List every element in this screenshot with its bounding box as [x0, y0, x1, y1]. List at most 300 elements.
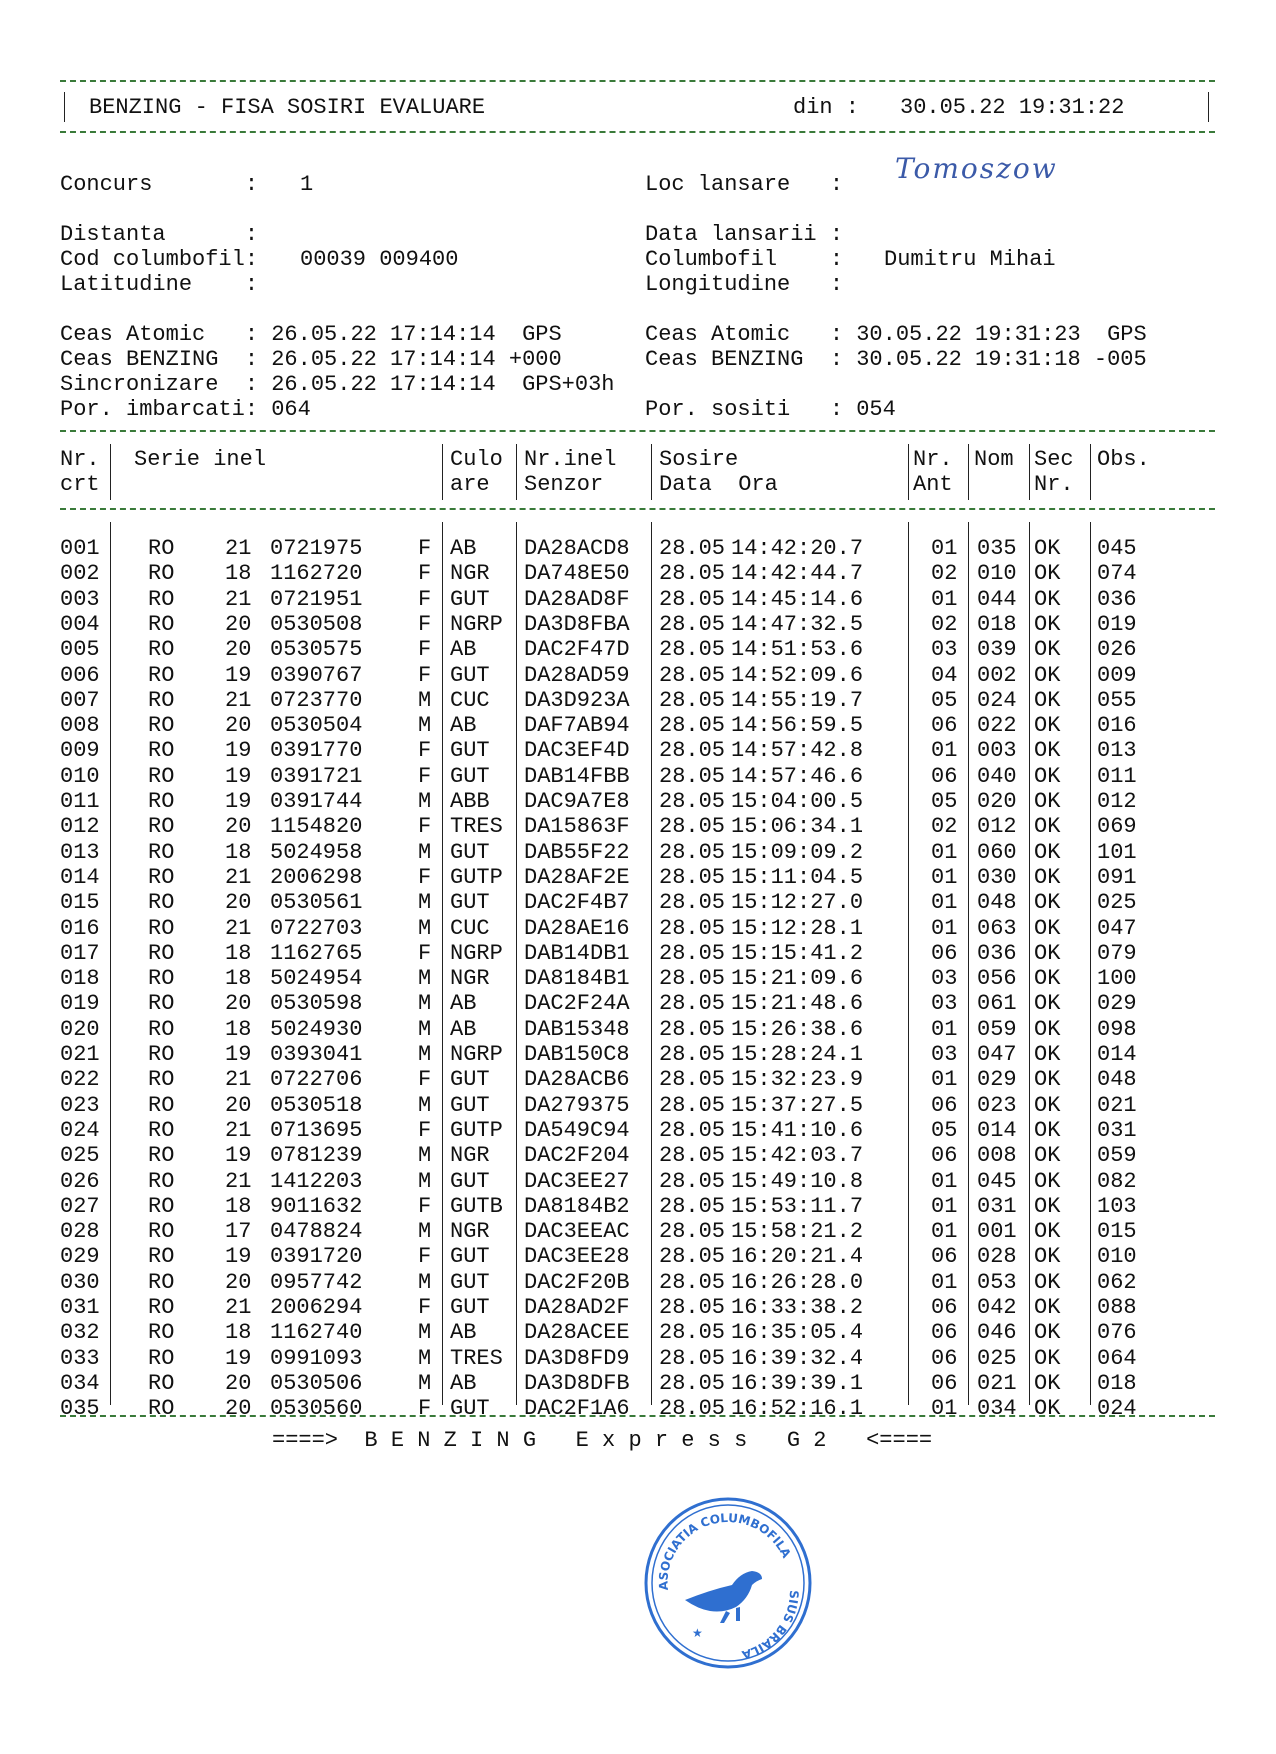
row-year: 19	[225, 663, 252, 688]
row-sex: M	[418, 1371, 432, 1396]
row-country: RO	[148, 713, 175, 738]
row-nr-crt: 008	[60, 713, 100, 738]
row-ring-number: 0530561	[270, 890, 363, 915]
row-year: 21	[225, 587, 252, 612]
row-antenna: 05	[931, 688, 958, 713]
row-country: RO	[148, 1067, 175, 1092]
row-country: RO	[148, 612, 175, 637]
row-nr-crt: 007	[60, 688, 100, 713]
row-arrival-date: 28.05	[659, 1169, 726, 1194]
row-nom: 042	[977, 1295, 1017, 1320]
row-nr-crt: 028	[60, 1219, 100, 1244]
ceas-benzing-end: Ceas BENZING : 30.05.22 19:31:18 -005	[645, 347, 1147, 372]
latitudine-label: Latitudine :	[60, 272, 259, 297]
row-color: GUTP	[450, 865, 503, 890]
row-nom: 061	[977, 991, 1017, 1016]
row-arrival-date: 28.05	[659, 1118, 726, 1143]
col-sosire-1: Sosire	[659, 447, 739, 472]
row-obs: 011	[1097, 764, 1137, 789]
row-arrival-time: 15:49:10.8	[731, 1169, 864, 1194]
row-country: RO	[148, 1118, 175, 1143]
row-arrival-date: 28.05	[659, 663, 726, 688]
row-sex: M	[418, 1219, 432, 1244]
row-nr-crt: 010	[60, 764, 100, 789]
row-arrival-time: 15:28:24.1	[731, 1042, 864, 1067]
row-nom: 053	[977, 1270, 1017, 1295]
row-antenna: 01	[931, 865, 958, 890]
row-year: 20	[225, 612, 252, 637]
row-country: RO	[148, 1244, 175, 1269]
row-antenna: 01	[931, 840, 958, 865]
row-year: 18	[225, 941, 252, 966]
row-country: RO	[148, 1219, 175, 1244]
row-sec: OK	[1034, 1270, 1061, 1295]
row-sex: F	[418, 637, 432, 662]
row-color: CUC	[450, 916, 490, 941]
print-date-label: din :	[793, 95, 860, 120]
row-color: NGRP	[450, 1042, 503, 1067]
col-sep	[968, 444, 969, 500]
row-arrival-date: 28.05	[659, 890, 726, 915]
row-nr-crt: 004	[60, 612, 100, 637]
row-sec: OK	[1034, 1017, 1061, 1042]
row-sensor-ring: DA28AD2F	[524, 1295, 630, 1320]
row-obs: 055	[1097, 688, 1137, 713]
row-sensor-ring: DAC3EE28	[524, 1244, 630, 1269]
row-obs: 079	[1097, 941, 1137, 966]
row-color: AB	[450, 637, 477, 662]
row-color: GUT	[450, 738, 490, 763]
svg-text:ASOCIATIA COLUMBOFILA: ASOCIATIA COLUMBOFILA	[656, 1510, 794, 1591]
row-country: RO	[148, 587, 175, 612]
row-nom: 003	[977, 738, 1017, 763]
ceas-atomic-start: Ceas Atomic : 26.05.22 17:14:14 GPS	[60, 322, 562, 347]
row-country: RO	[148, 637, 175, 662]
col-nr-inel-2: Senzor	[524, 472, 604, 497]
row-obs: 069	[1097, 814, 1137, 839]
row-nom: 035	[977, 536, 1017, 561]
col-nr-crt-2: crt	[60, 472, 100, 497]
row-nom: 010	[977, 561, 1017, 586]
row-sex: M	[418, 966, 432, 991]
row-obs: 091	[1097, 865, 1137, 890]
row-sensor-ring: DA28ACD8	[524, 536, 630, 561]
row-sec: OK	[1034, 865, 1061, 890]
row-color: GUT	[450, 1093, 490, 1118]
row-sensor-ring: DAB55F22	[524, 840, 630, 865]
row-obs: 019	[1097, 612, 1137, 637]
row-antenna: 01	[931, 1396, 958, 1421]
row-ring-number: 0530598	[270, 991, 363, 1016]
row-ring-number: 0393041	[270, 1042, 363, 1067]
row-sex: F	[418, 814, 432, 839]
row-country: RO	[148, 865, 175, 890]
row-arrival-time: 15:26:38.6	[731, 1017, 864, 1042]
row-sex: F	[418, 941, 432, 966]
row-sec: OK	[1034, 1320, 1061, 1345]
row-arrival-date: 28.05	[659, 738, 726, 763]
row-arrival-date: 28.05	[659, 688, 726, 713]
row-sensor-ring: DA3D923A	[524, 688, 630, 713]
row-arrival-date: 28.05	[659, 991, 726, 1016]
row-color: GUT	[450, 1295, 490, 1320]
row-ring-number: 1162720	[270, 561, 363, 586]
row-ring-number: 0721951	[270, 587, 363, 612]
row-nom: 022	[977, 713, 1017, 738]
row-obs: 076	[1097, 1320, 1137, 1345]
row-nr-crt: 033	[60, 1346, 100, 1371]
row-sensor-ring: DA3D8FBA	[524, 612, 630, 637]
row-nr-crt: 035	[60, 1396, 100, 1421]
row-arrival-time: 15:12:27.0	[731, 890, 864, 915]
row-nr-crt: 006	[60, 663, 100, 688]
columbofil-value: Dumitru Mihai	[884, 247, 1056, 272]
row-nr-crt: 017	[60, 941, 100, 966]
row-year: 20	[225, 1270, 252, 1295]
row-arrival-date: 28.05	[659, 1042, 726, 1067]
row-nom: 014	[977, 1118, 1017, 1143]
row-color: GUT	[450, 587, 490, 612]
row-sex: F	[418, 536, 432, 561]
row-sec: OK	[1034, 840, 1061, 865]
row-arrival-date: 28.05	[659, 1194, 726, 1219]
row-arrival-time: 14:42:20.7	[731, 536, 864, 561]
row-nr-crt: 032	[60, 1320, 100, 1345]
row-antenna: 06	[931, 1371, 958, 1396]
row-sex: F	[418, 663, 432, 688]
row-color: TRES	[450, 1346, 503, 1371]
row-year: 20	[225, 1371, 252, 1396]
row-nr-crt: 018	[60, 966, 100, 991]
row-color: AB	[450, 1320, 477, 1345]
row-sensor-ring: DAC3EEAC	[524, 1219, 630, 1244]
col-sep	[442, 444, 443, 500]
row-year: 21	[225, 865, 252, 890]
row-obs: 059	[1097, 1143, 1137, 1168]
col-nr-ant-2: Ant	[913, 472, 953, 497]
row-ring-number: 5024958	[270, 840, 363, 865]
distanta-label: Distanta :	[60, 222, 259, 247]
col-nr-ant-1: Nr.	[913, 447, 953, 472]
row-arrival-time: 16:39:32.4	[731, 1346, 864, 1371]
row-nr-crt: 022	[60, 1067, 100, 1092]
row-antenna: 06	[931, 1295, 958, 1320]
row-obs: 103	[1097, 1194, 1137, 1219]
row-sec: OK	[1034, 612, 1061, 637]
row-sensor-ring: DA8184B1	[524, 966, 630, 991]
club-stamp	[640, 1495, 815, 1677]
row-arrival-date: 28.05	[659, 941, 726, 966]
row-antenna: 06	[931, 764, 958, 789]
row-arrival-time: 14:45:14.6	[731, 587, 864, 612]
row-country: RO	[148, 536, 175, 561]
row-sex: F	[418, 612, 432, 637]
row-color: NGR	[450, 561, 490, 586]
row-sex: M	[418, 1270, 432, 1295]
row-arrival-date: 28.05	[659, 561, 726, 586]
row-sex: F	[418, 865, 432, 890]
row-country: RO	[148, 1270, 175, 1295]
row-nr-crt: 025	[60, 1143, 100, 1168]
row-year: 19	[225, 789, 252, 814]
row-sex: M	[418, 1042, 432, 1067]
row-obs: 062	[1097, 1270, 1137, 1295]
col-sep	[1029, 522, 1030, 1405]
row-ring-number: 1162765	[270, 941, 363, 966]
row-nom: 047	[977, 1042, 1017, 1067]
row-nr-crt: 014	[60, 865, 100, 890]
row-sec: OK	[1034, 1396, 1061, 1421]
row-sex: M	[418, 1143, 432, 1168]
row-antenna: 05	[931, 789, 958, 814]
row-sec: OK	[1034, 637, 1061, 662]
row-arrival-time: 16:52:16.1	[731, 1396, 864, 1421]
row-sec: OK	[1034, 1118, 1061, 1143]
row-sec: OK	[1034, 966, 1061, 991]
row-country: RO	[148, 561, 175, 586]
row-sensor-ring: DA28AD59	[524, 663, 630, 688]
row-color: GUT	[450, 1396, 490, 1421]
row-color: GUT	[450, 1244, 490, 1269]
sincronizare: Sincronizare : 26.05.22 17:14:14 GPS+03h	[60, 372, 615, 397]
row-antenna: 01	[931, 536, 958, 561]
row-year: 18	[225, 1320, 252, 1345]
row-sensor-ring: DAC3EF4D	[524, 738, 630, 763]
row-year: 21	[225, 1118, 252, 1143]
row-color: GUT	[450, 663, 490, 688]
row-color: GUT	[450, 840, 490, 865]
row-year: 20	[225, 713, 252, 738]
row-sex: M	[418, 688, 432, 713]
row-color: GUTP	[450, 1118, 503, 1143]
row-ring-number: 0721975	[270, 536, 363, 561]
row-arrival-date: 28.05	[659, 713, 726, 738]
row-nom: 025	[977, 1346, 1017, 1371]
row-sec: OK	[1034, 688, 1061, 713]
row-year: 19	[225, 1244, 252, 1269]
row-sensor-ring: DAC2F4B7	[524, 890, 630, 915]
row-antenna: 01	[931, 916, 958, 941]
col-sep	[110, 444, 111, 500]
row-color: AB	[450, 991, 477, 1016]
col-nom: Nom	[974, 447, 1014, 472]
header-right-border	[1208, 92, 1209, 122]
pigeon-icon	[685, 1571, 762, 1623]
row-ring-number: 0391744	[270, 789, 363, 814]
row-nr-crt: 009	[60, 738, 100, 763]
row-ring-number: 0722706	[270, 1067, 363, 1092]
row-sex: M	[418, 1017, 432, 1042]
row-sex: F	[418, 1067, 432, 1092]
row-arrival-date: 28.05	[659, 1143, 726, 1168]
row-sec: OK	[1034, 1194, 1061, 1219]
row-antenna: 01	[931, 1067, 958, 1092]
row-antenna: 06	[931, 1244, 958, 1269]
row-arrival-time: 15:06:34.1	[731, 814, 864, 839]
row-nr-crt: 015	[60, 890, 100, 915]
row-antenna: 01	[931, 1219, 958, 1244]
row-year: 19	[225, 738, 252, 763]
row-arrival-date: 28.05	[659, 1093, 726, 1118]
row-country: RO	[148, 814, 175, 839]
row-arrival-date: 28.05	[659, 1346, 726, 1371]
row-ring-number: 0530518	[270, 1093, 363, 1118]
row-sensor-ring: DA3D8FD9	[524, 1346, 630, 1371]
row-year: 21	[225, 536, 252, 561]
row-ring-number: 1412203	[270, 1169, 363, 1194]
row-year: 20	[225, 814, 252, 839]
col-sec-1: Sec	[1034, 447, 1074, 472]
row-ring-number: 0723770	[270, 688, 363, 713]
header-top-rule	[60, 80, 1215, 82]
row-antenna: 04	[931, 663, 958, 688]
row-year: 19	[225, 1143, 252, 1168]
row-nom: 023	[977, 1093, 1017, 1118]
row-nom: 028	[977, 1244, 1017, 1269]
row-sensor-ring: DA279375	[524, 1093, 630, 1118]
row-antenna: 03	[931, 991, 958, 1016]
row-arrival-date: 28.05	[659, 1017, 726, 1042]
row-ring-number: 0530560	[270, 1396, 363, 1421]
row-color: NGRP	[450, 941, 503, 966]
row-arrival-time: 15:32:23.9	[731, 1067, 864, 1092]
row-ring-number: 2006298	[270, 865, 363, 890]
row-arrival-date: 28.05	[659, 1067, 726, 1092]
row-year: 18	[225, 561, 252, 586]
row-ring-number: 1154820	[270, 814, 363, 839]
row-nom: 031	[977, 1194, 1017, 1219]
row-arrival-date: 28.05	[659, 840, 726, 865]
row-nom: 001	[977, 1219, 1017, 1244]
footer-banner: ====> B E N Z I N G E x p r e s s G 2 <====	[272, 1428, 933, 1453]
row-year: 20	[225, 1093, 252, 1118]
row-obs: 048	[1097, 1067, 1137, 1092]
row-color: NGR	[450, 1219, 490, 1244]
row-sex: M	[418, 840, 432, 865]
row-sex: F	[418, 561, 432, 586]
row-antenna: 03	[931, 637, 958, 662]
row-country: RO	[148, 941, 175, 966]
header-left-border	[64, 92, 65, 122]
row-arrival-time: 16:35:05.4	[731, 1320, 864, 1345]
row-color: CUC	[450, 688, 490, 713]
row-nr-crt: 001	[60, 536, 100, 561]
row-sex: F	[418, 587, 432, 612]
row-antenna: 06	[931, 1320, 958, 1345]
row-country: RO	[148, 1346, 175, 1371]
row-sec: OK	[1034, 1093, 1061, 1118]
row-sensor-ring: DAC9A7E8	[524, 789, 630, 814]
row-sensor-ring: DAC2F20B	[524, 1270, 630, 1295]
columbofil-label: Columbofil :	[645, 247, 844, 272]
row-obs: 101	[1097, 840, 1137, 865]
row-antenna: 01	[931, 890, 958, 915]
row-sex: M	[418, 1346, 432, 1371]
row-nr-crt: 031	[60, 1295, 100, 1320]
row-arrival-date: 28.05	[659, 966, 726, 991]
row-arrival-date: 28.05	[659, 1396, 726, 1421]
row-color: GUT	[450, 890, 490, 915]
row-sex: M	[418, 1169, 432, 1194]
row-color: NGR	[450, 1143, 490, 1168]
row-year: 18	[225, 840, 252, 865]
row-country: RO	[148, 1194, 175, 1219]
row-nr-crt: 027	[60, 1194, 100, 1219]
row-country: RO	[148, 840, 175, 865]
table-top-rule	[60, 430, 1215, 432]
row-obs: 026	[1097, 637, 1137, 662]
ceas-atomic-end: Ceas Atomic : 30.05.22 19:31:23 GPS	[645, 322, 1147, 347]
row-nom: 045	[977, 1169, 1017, 1194]
col-sec-2: Nr.	[1034, 472, 1074, 497]
longitudine-label: Longitudine :	[645, 272, 844, 297]
row-nom: 034	[977, 1396, 1017, 1421]
row-antenna: 02	[931, 561, 958, 586]
row-sensor-ring: DA28ACB6	[524, 1067, 630, 1092]
row-arrival-time: 15:42:03.7	[731, 1143, 864, 1168]
row-sec: OK	[1034, 1067, 1061, 1092]
row-sensor-ring: DA28AF2E	[524, 865, 630, 890]
row-nom: 063	[977, 916, 1017, 941]
row-ring-number: 2006294	[270, 1295, 363, 1320]
row-nom: 048	[977, 890, 1017, 915]
row-sec: OK	[1034, 1219, 1061, 1244]
row-obs: 047	[1097, 916, 1137, 941]
row-sec: OK	[1034, 1346, 1061, 1371]
row-obs: 013	[1097, 738, 1137, 763]
row-sec: OK	[1034, 764, 1061, 789]
col-sep	[1090, 522, 1091, 1405]
row-nom: 024	[977, 688, 1017, 713]
col-nr-inel-1: Nr.inel	[524, 447, 617, 472]
row-obs: 064	[1097, 1346, 1137, 1371]
row-year: 18	[225, 1194, 252, 1219]
row-ring-number: 0390767	[270, 663, 363, 688]
row-arrival-time: 14:56:59.5	[731, 713, 864, 738]
row-obs: 100	[1097, 966, 1137, 991]
row-obs: 014	[1097, 1042, 1137, 1067]
row-sex: M	[418, 916, 432, 941]
row-sec: OK	[1034, 561, 1061, 586]
row-arrival-time: 16:26:28.0	[731, 1270, 864, 1295]
row-nom: 039	[977, 637, 1017, 662]
concurs-value: 1	[300, 172, 314, 197]
row-sec: OK	[1034, 738, 1061, 763]
row-arrival-time: 15:09:09.2	[731, 840, 864, 865]
print-date-value: 30.05.22 19:31:22	[900, 95, 1125, 120]
row-arrival-time: 16:20:21.4	[731, 1244, 864, 1269]
row-antenna: 01	[931, 1017, 958, 1042]
row-sex: F	[418, 1396, 432, 1421]
col-serie-inel: Serie inel	[134, 447, 267, 472]
row-arrival-time: 15:41:10.6	[731, 1118, 864, 1143]
row-arrival-date: 28.05	[659, 1219, 726, 1244]
row-arrival-date: 28.05	[659, 814, 726, 839]
row-country: RO	[148, 1320, 175, 1345]
row-ring-number: 5024930	[270, 1017, 363, 1042]
loc-lansare-label: Loc lansare :	[645, 172, 844, 197]
row-sec: OK	[1034, 1244, 1061, 1269]
row-nom: 021	[977, 1371, 1017, 1396]
row-year: 21	[225, 688, 252, 713]
row-arrival-time: 15:12:28.1	[731, 916, 864, 941]
row-sensor-ring: DAC2F1A6	[524, 1396, 630, 1421]
row-arrival-time: 15:58:21.2	[731, 1219, 864, 1244]
porumbei-imbarcati: Por. imbarcati: 064	[60, 397, 311, 422]
row-obs: 024	[1097, 1396, 1137, 1421]
row-sex: F	[418, 1295, 432, 1320]
row-antenna: 03	[931, 1042, 958, 1067]
